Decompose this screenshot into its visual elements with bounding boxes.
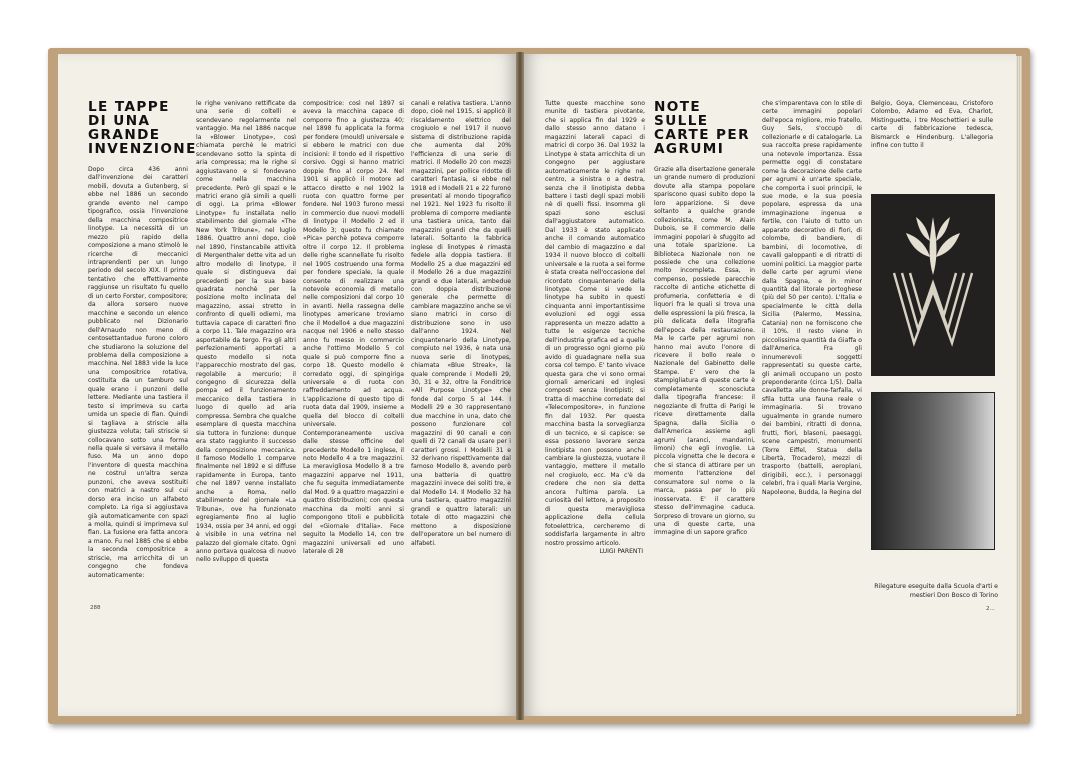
right-column-3-text: che s'imparentava con lo stile di certe immagini popolari dell'epoca migliore, mio fratello, Guy Sels, s'occupò di collezionarle e di catalogarle. La sua raccolta prese rapidamente una notevole importanza. Essa permette oggi di constatare come la decorazione delle carte per agrumi è un'arte speciale, che comporta i suoi principii, le sue mode, e la sua poesia popolare, espressa da una immaginazione ingenua e fertile, con l'aiuto di tutto un apparato decorativo di fiori, di colombe, di bandiere, di bambini, di locomotive, di cavalli galoppanti e di ritratti di uomini politici. La maggior parte delle carte per agrumi viene dalla Spagna, e in minor quantità dal litorale portoghese (più del 50 per cento). L'Italia e specialmente le città della Sicilia (Palermo, Messina, Catania) non ne forniscono che il 10%. Il resto viene in piccolissima quantità da Giaffa o dall'America. Fra gli innumerevoli soggetti rappresentati su queste carte, gli animali occupano un posto preponderante (circa 1/5). Dalla cavalletta alle donne-farfalla, vi sfila tutta una fauna reale o immaginaria. Si trovano ugualmente in grande numero dei bambini, ritratti di donna, frutti, fiori, blasoni, paesaggi, scene campestri, monumenti (Torre Eiffel, Statua della Libertà, Trocadero), mezzi di trasporto (battelli, aeroplani, dirigibili, ecc.), i personaggi celebri, fra i quali Maria Vergine, Napoleone, Budda, la Regina del (762, 100, 862, 496)
right-column-4-text: Belgio, Goya, Clemenceau, Cristoforo Colombo, Adamo ed Eva, Charlot, Mistinguette, i tre Moschettieri e sulle carte di fabbricazione tedesca, Bismarck e Hindenburg. L'allegoria infine con tutto il (871, 100, 993, 150)
left-column-1-text: Dopo circa 436 anni dall'invenzione dei caratteri mobili, dovuta a Gutenberg, si ebbe nel 1886 un secondo grande evento nel campo tipografico, ossia l'invenzione della macchina compositrice linotype. La necessità di un mezzo più rapido della composizione a mano stimolò le ricerche di meccanici intraprendenti per un lungo periodo del secolo XIX. Il primo tentativo che effettivamente raggiunse un risultato fu quello di un certo Forster, compositore; da allora sorsero nuove macchine e secondo un elenco pubblicato nel Dizionario dell'Arnaudo non meno di centosettantadue furono coloro che studiarono la soluzione del problema della composizione a macchina. Nel 1883 vide la luce una compositrice rotativa, costituita da un tamburo sul quale erano i punzoni delle lettere. Mediante una tastiera il testo si imprimeva su carta umida un specie di flan. Quindi si tagliava a striscie alla giustezza voluta; tali striscie si collocavano sotto una forma nella quale si versava il metallo fuso. Ma un anno dopo l'inventore di questa macchina ne costruì un'altra senza punzoni, che aveva sostituiti con matrici a nastro sul cui dorso era inciso un alfabeto completo. La riga si aggiustava già automaticamente con spazi a molla, quindi si imprimeva sul flan. La fusione era fatta ancora a mano. Fu nel 1885 che si ebbe la seconda compositrice a striscie, ma arricchita di un congegno che fondeva automaticamente: (88, 166, 188, 579)
article-title-agrumi: NOTE SULLE CARTE PER AGRUMI (654, 99, 750, 157)
right-column-4 (871, 100, 993, 151)
author-signature: LUIGI PARENTI (599, 548, 643, 556)
right-column-3 (762, 100, 862, 497)
left-column-3 (303, 100, 404, 556)
article-title-linotype: LE TAPPE DI UNA GRANDE INVENZIONE (88, 99, 197, 157)
right-column-1-text: Tutte queste macchine sono munite di tastiera pivotante, che si applica fin dal 1929 e dallo stesso anno datano i magazzini laterali capaci di matrici di corpo 36. Dal 1932 la Linotype è stata arricchita di un congegno per aggiustare automaticamente le righe nel centro, a sinistra o a destra, senza che il linotipista debba battere i tasti degli spazi mobili nè di quelli fissi. Insomma gli spazi sono esclusi dall'aggiustatore automatico. Dal 1933 è stato applicato anche il comando automatico del cambio di magazzino e dal 1934 il nuovo blocco di coltelli universale e la ruota a sei forme è stata creata nell'occasione del ricordato cinquantenario della linotype. Come si vede la linotype ha subito in questi cinquanta anni importantissime evoluzioni ed oggi essa rappresenta un mezzo adatto a tutte le esigenze tecniche dell'industria grafica ed a quelle di un progresso ogni giorno più avido di guadagnare nella sua corsa col tempo. E' tanto vivace questa gara che vi sono ormai giornali americani ed inglesi composti senza linotipisti; si tratta di macchine corredate del «Telecompositore», in funzione fin dal 1932. Per questa macchina basta la sorveglianza di un tecnico, e si capisce: se essa possono lavorare senza linotipista non possono anche cambiare la giustezza, vuotare il vantaggio, mettere il metallo nel crogiuolo, ecc. Ma c'è da credere che non sia detta ancora l'ultima parola. La curiosità del lettore, a proposito di questa meravigliosa applicazione della cellula fotoelettrica, cercheremo di soddisfarla largamente in altro nostro prossimo articolo. (545, 100, 645, 547)
bookbinding-ornament-icon (872, 195, 994, 375)
left-column-4-text: canali e relativa tastiera. L'anno dopo, cioè nel 1915, si applicò il riscaldamento elettrico del crogiuolo e nel 1917 il nuovo sistema di distribuzione rapida che aumenta dal 20% l'efficienza di una serie di matrici. Il Modello 20 con mezzi magazzini, per pollice ridotte di caratteri fantasia, si ebbe nel 1918 ed i Modelli 21 e 22 furono presentati al mondo tipografico nel 1921. Nel 1923 fu risolto il problema di comporre mediante una tastiera unica, tanto dai magazzini grandi che da quelli laterali. Soltanto la fabbrica inglese di linotypes è rimasta fedele alla doppia tastiera. Il Modello 25 a due magazzini ed il Modello 26 a due magazzini grandi e due laterali, ambedue con doppia distribuzione generale che permette di cambiare magazzino anche se vi siano matrici in corso di distribuzione sono in uso dall'anno 1924. Nel cinquantenario della Linotype, compiuto nel 1936, è nata una nuova serie di linotypes, chiamata «Blue Streak», la quale comprende i Modelli 29, 30, 31 e 32, oltre la Fonditrice «All Purpose Linotype» che fonde dal corpo 5 al 144. I Modelli 29 e 30 rappresentano due macchine in una, dato che possono funzionare col magazzini di 90 canali e con quelli di 72 canali da usare per i caratteri grossi. I Modelli 31 e 32 derivano rispettivamente dal famoso Modello 8, avendo però una batteria di quattro magazzini invece dei soliti tre, e dal Modello 14. Il Modello 32 ha una tastiera, quattro magazzini grandi e quattro laterali: un totale di otto magazzini che mettono a disposizione dell'operatore un bel numero di alfabeti. (411, 100, 511, 547)
right-column-2-text: Grazie alla disertazione generale un grande numero di produzioni dovute alla stampa popolare spariscono quasi subito dopo la loro apparizione. Si deve soltanto a qualche grande collezionista, come M. Alain Dubois, se il commercio delle immagini popolari è sfuggito ad una totale sparizione. La Biblioteca Nazionale non ne possiede che una collezione molto incompleta. Essa, in compenso, possiede parecchie raccolte di antiche etichette di profumeria, confetteria e di liquori fra le quali si trova una delle espressioni la più fresca, la più delicata della litografia dell'epoca della restaurazione. Ma le carte per agrumi non hanno mai avuto l'onore di ricevere il bollo reale o Nazionale del Gabinetto delle Stampe. E' vero che la stampigliatura di queste carte è completamente sconosciuta dalla tipografia francese: il negoziante di frutta di Parigi le riceve direttamente dalla Spagna, dalla Sicilia o dall'America assieme agli agrumi (aranci, mandarini, limoni) che egli invoglie. La piccola vignetta che le decora e che si stanca di attirare per un momento l'attenzione del consumatore sul nome o la marca, passa per lo più inosservata. E' il carattere stesso dell'immagine caduca. Sorpreso di trovare un giorno, su una di queste carte, una immagine di un sapore grafico (654, 166, 755, 537)
left-column-1 (88, 99, 197, 580)
left-column-2-text: le righe venivano rettificate da una serie di coltelli e scendevano regolarmente nel vantaggio. Ma nel 1886 nacque la «Blower Linotype», così chiamata perchè le matrici scendevano sotto la spinta di aria compressa; ma le righe si aggiustavano e si fondevano come nella macchina precedente. Però gli spazi e le matrici erano già simili a quelli di oggi. La prima «Blower Linotype» fu installata nello stabilimento del giornale «The New York Tribune», nel luglio 1886. Quattro anni dopo, cioè nel 1890, l'instancabile attività di Mergenthaler dette vita ad un altro modello di linotype, il quale si distingueva dai precedenti per la sua base quadrata nonchè per la posizione molto inclinata del magazzino, assai stretto in confronto di quelli odierni, ma tuttavia capace di caratteri fino a corpo 11. Tale magazzino era asportabile da tergo. Fra gli altri perfezionamenti apportati a questo modello si nota l'apparecchio mostrato del gas, regolabile a mercurio; il congegno di sicurezza della pompa ed il funzionamento meccanico della tastiera in luogo di quello ad aria compressa. Sembra che qualche esemplare di questa macchina sia tuttora in funzione: dunque era stato raggiunto il successo della composizione meccanica. Il famoso Modello 1 comparve finalmente nel 1892 e si diffuse rapidamente in Europa, tanto che nel 1897 venne installato anche a Roma, nello stabilimento del giornale «La Tribuna», ove ha funzionato egregiamente fino al luglio 1934, ossia per 34 anni, ed oggi è visibile in una vetrina nel palazzo del giornale citato. Ogni anno portava qualcosa di nuovo nello sviluppo di questa (196, 100, 296, 564)
left-column-3-text: compositrice: così nel 1897 si aveva la macchina capace di comporre fino a giustezza 40; nel 1898 fu applicata la forma per fondere (mould) universale e si ebbero le matrici con due incisioni: il tondo ed il rispettivo corsivo. Oggi si hanno matrici doppie fino al corpo 24. Nel 1901 si applicò il motore ad attacco diretto e nel 1902 la ruota con quattro forme per fondere. Nel 1903 furono messi in commercio due nuovi modelli di linotype il Modello 2 ed il Modello 3; questo fu chiamato «Pica» perchè poteva comporre oltre il corpo 12. Il problema delle righe scannellate fu risolto nel 1905 costruendo una forma per fondere speciale, la quale consente di realizzare una notevole economia di metallo nelle composizioni dal corpo 10 in avanti. Nella rassegna delle linotypes americane troviamo che il Modello4 a due magazzini nacque nel 1906 e nello stesso anno fu messo in commercio anche l'ottimo Modello 5 col quale si può comporre fino a corpo 18. Questo modello è corredato oggi, di spingiriga universale e di ruota con raffreddamento ad acqua. L'applicazione di questo tipo di ruota data dal 1909, insieme a quella del blocco di coltelli universale. Contemporaneamente usciva dalle stesse officine del precedente Modello 1 inglese, il noto Modello 4 a tre magazzini. La meravigliosa Modello 8 a tre magazzini apparve nel 1911, che fu seguita immediatamente dal Mod. 9 a quattro magazzini e quattro distribuzioni; con questa macchina da molti anni si compongono titoli e pubblicità del «Giornale d'Italia». Fece seguito la Modello 14, con tre magazzini universali ed uno laterale di 28 (303, 100, 404, 556)
bookbinding-photo-decorated (871, 194, 995, 376)
left-page-number: 288 (90, 605, 101, 611)
right-page-number: 2... (986, 606, 995, 612)
page-edges (1016, 56, 1022, 714)
left-column-4 (411, 100, 511, 548)
left-column-2 (196, 100, 296, 565)
photo-caption: Rilegature eseguite dalla Scuola d'arti e mestieri Don Bosco di Torino (874, 583, 998, 599)
bookbinding-photo-plain (871, 392, 995, 550)
right-column-1 (545, 100, 645, 556)
book-gutter (516, 52, 524, 720)
right-column-2 (654, 100, 755, 538)
